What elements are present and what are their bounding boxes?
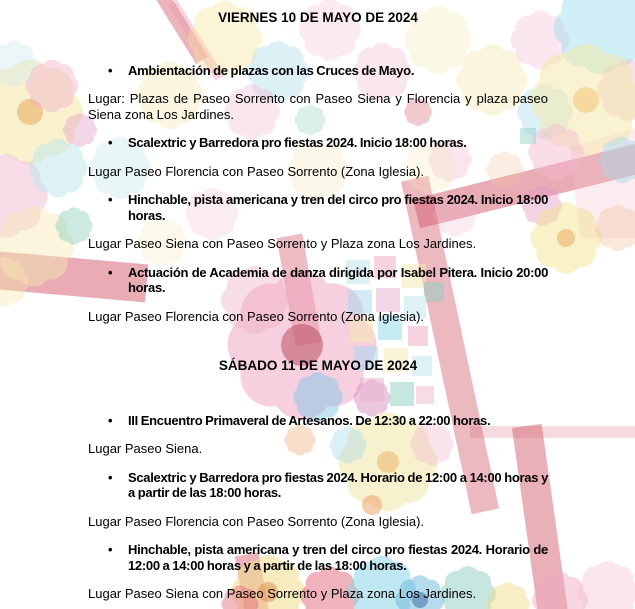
- event-title: Scalextric y Barredora pro fiestas 2024. Horario de 12:00 a 14:00 horas y a partir de las 18:00 horas.: [128, 469, 548, 500]
- bullet-marker: •: [108, 264, 113, 280]
- event-item: [88, 265, 548, 296]
- event-location: Lugar Paseo Florencia con Paseo Sorrento (Zona Iglesia).: [88, 163, 425, 179]
- event-title: III Encuentro Primaveral de Artesanos. De 12:30 a 22:00 horas.: [128, 412, 491, 428]
- event-item: [88, 470, 548, 501]
- event-item: [88, 192, 548, 223]
- event-title: Hinchable, pista americana y tren del circo pro fiestas 2024. Inicio 18:00 horas.: [128, 192, 548, 223]
- bullet-marker: •: [108, 469, 113, 485]
- event-title: Actuación de Academia de danza dirigida por Isabel Pitera. Inicio 20:00 horas.: [128, 264, 548, 295]
- event-location: Lugar Paseo Florencia con Paseo Sorrento (Zona Iglesia).: [88, 513, 425, 529]
- bullet-marker: •: [108, 62, 113, 78]
- bullet-marker: •: [108, 135, 113, 150]
- event-item: [88, 135, 548, 151]
- event-location: Lugar: Plazas de Paseo Sorrento con Paseo Siena y Florencia y plaza paseo Siena zona Los Jardines.: [88, 91, 548, 122]
- bullet-marker: •: [108, 192, 113, 207]
- section-heading-sabado: SÁBADO 11 DE MAYO DE 2024: [218, 358, 418, 373]
- event-item: [88, 63, 548, 79]
- event-location: Lugar Paseo Florencia con Paseo Sorrento (Zona Iglesia).: [88, 308, 425, 324]
- event-location: Lugar Paseo Siena.: [88, 441, 203, 456]
- event-title: Ambientación de plazas con las Cruces de Mayo.: [128, 62, 415, 78]
- event-title: Hinchable, pista americana y tren del circo pro fiestas 2024. Horario de 12:00 a 14:00 horas y a partir de las 18:00 horas.: [128, 542, 548, 573]
- event-location: Lugar Paseo Siena con Paseo Sorrento y Plaza zona Los Jardines.: [88, 586, 477, 601]
- event-location: Lugar Paseo Siena con Paseo Sorrento y Plaza zona Los Jardines.: [88, 236, 477, 251]
- bullet-marker: •: [108, 412, 113, 428]
- event-item: [88, 413, 548, 429]
- event-item: [88, 542, 548, 573]
- event-title: Scalextric y Barredora pro fiestas 2024. Inicio 18:00 horas.: [128, 135, 467, 150]
- bullet-marker: •: [108, 542, 113, 557]
- section-heading-viernes: VIERNES 10 DE MAYO DE 2024: [218, 10, 418, 25]
